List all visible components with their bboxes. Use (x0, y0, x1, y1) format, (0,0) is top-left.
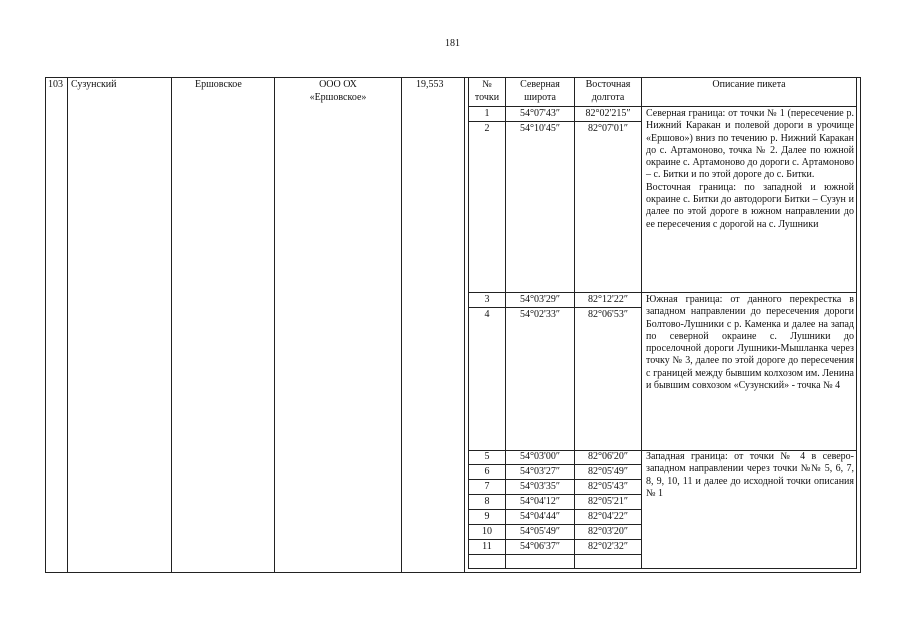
point-number: 1 (484, 108, 490, 119)
description-block-west (646, 451, 854, 500)
col-line (171, 77, 172, 573)
point-number: 5 (484, 451, 490, 462)
lat-header-line-1: Северная (520, 79, 560, 90)
point-longitude: 82°06'20″ (588, 451, 628, 462)
point-longitude: 82°02'32″ (588, 541, 628, 552)
point-latitude: 54°03'29″ (520, 294, 560, 305)
table-right-border (860, 77, 861, 573)
row-line (468, 121, 642, 122)
row-line (468, 554, 642, 555)
point-longitude: 82°07'01″ (588, 123, 628, 134)
point-header-line-1: № (482, 79, 492, 90)
col-line (67, 77, 68, 573)
point-latitude: 54°03'27″ (520, 466, 560, 477)
row-number: 103 (48, 79, 63, 90)
lat-header-line-2: широта (524, 92, 556, 103)
point-number: 8 (484, 496, 490, 507)
point-longitude: 82°02'215″ (585, 108, 631, 119)
point-longitude: 82°05'21″ (588, 496, 628, 507)
inner-table-right-border (856, 77, 857, 569)
col-line (464, 77, 465, 573)
col-line (274, 77, 275, 573)
point-latitude: 54°05'49″ (520, 526, 560, 537)
row-line (468, 307, 642, 308)
point-longitude: 82°03'20″ (588, 526, 628, 537)
point-latitude: 54°06'37″ (520, 541, 560, 552)
district-name: Сузунский (71, 79, 117, 90)
table-bottom-border (45, 572, 861, 573)
point-latitude: 54°02'33″ (520, 309, 560, 320)
description-block-south (646, 294, 854, 392)
point-longitude: 82°05'43″ (588, 481, 628, 492)
point-longitude: 82°05'49″ (588, 466, 628, 477)
point-latitude: 54°04'44″ (520, 511, 560, 522)
point-number: 10 (482, 526, 492, 537)
organization-line-2: «Ершовское» (309, 92, 367, 103)
point-latitude: 54°03'35″ (520, 481, 560, 492)
point-header-line-2: точки (474, 92, 500, 103)
col-line (641, 77, 642, 569)
south-boundary-text: Южная граница: от данного перекрестка в западном направлении до пересечения дороги Болтово-Лушники с р. Каменка и далее на запад по северной окраине с. Лушники до проселочной дороги Лушники-Мышланка через точку № 3, далее по этой дороге до пересечения с границей между бывшим колхозом им. Ленина и бывшим совхозом «Сузунский» - точка № 4 (646, 294, 854, 392)
point-number: 6 (484, 466, 490, 477)
point-number: 11 (482, 541, 492, 552)
row-line (468, 539, 642, 540)
row-line (468, 479, 642, 480)
point-number: 4 (484, 309, 490, 320)
point-latitude: 54°07'43″ (520, 108, 560, 119)
row-line (468, 464, 642, 465)
point-number: 9 (484, 511, 490, 522)
point-number: 2 (484, 123, 490, 134)
page-number: 181 (445, 38, 460, 49)
col-line (401, 77, 402, 573)
point-longitude: 82°04'22″ (588, 511, 628, 522)
east-boundary-text: Восточная граница: по западной и южной окраине с. Битки до автодороги Битки – Сузун и далее по этой дороге в южном направлении до ее пересечения с дорогой на с. Лушники (646, 181, 854, 230)
row-line (468, 524, 642, 525)
north-boundary-text: Северная граница: от точки № 1 (пересечение р. Нижний Каракан и полевой дороги в урочище «Ершово») вниз по течению р. Нижний Каракан до с. Артамоново, точка № 2. Далее по южной окраине с. Артамоново до дороги с. Артамоново – с. Битки и по этой дороге до с. Битки. (646, 108, 854, 181)
west-boundary-text: Западная граница: от точки № 4 в северо-западном направлении через точки №№ 5, 6, 7, 8, 9, 10, 11 и далее до исходной точки описания № 1 (646, 451, 854, 499)
inner-table-bottom-border (468, 568, 857, 569)
point-longitude: 82°12'22″ (588, 294, 628, 305)
col-line (45, 77, 46, 573)
lon-header-line-2: долгота (591, 92, 625, 103)
point-number: 7 (484, 481, 490, 492)
point-longitude: 82°06'53″ (588, 309, 628, 320)
point-latitude: 54°10'45″ (520, 123, 560, 134)
lon-header-line-1: Восточная (585, 79, 631, 90)
description-block-north-east (646, 108, 854, 231)
row-line (468, 494, 642, 495)
point-latitude: 54°03'00″ (520, 451, 560, 462)
description-header: Описание пикета (712, 79, 786, 90)
point-latitude: 54°04'12″ (520, 496, 560, 507)
row-line (468, 292, 857, 293)
point-number: 3 (484, 294, 490, 305)
row-line (468, 509, 642, 510)
inner-header-line (468, 106, 857, 107)
area-value: 19,553 (416, 79, 444, 90)
organization-line-1: ООО ОХ (319, 79, 357, 90)
table-top-border (45, 77, 861, 78)
location-name: Ершовское (195, 79, 242, 90)
